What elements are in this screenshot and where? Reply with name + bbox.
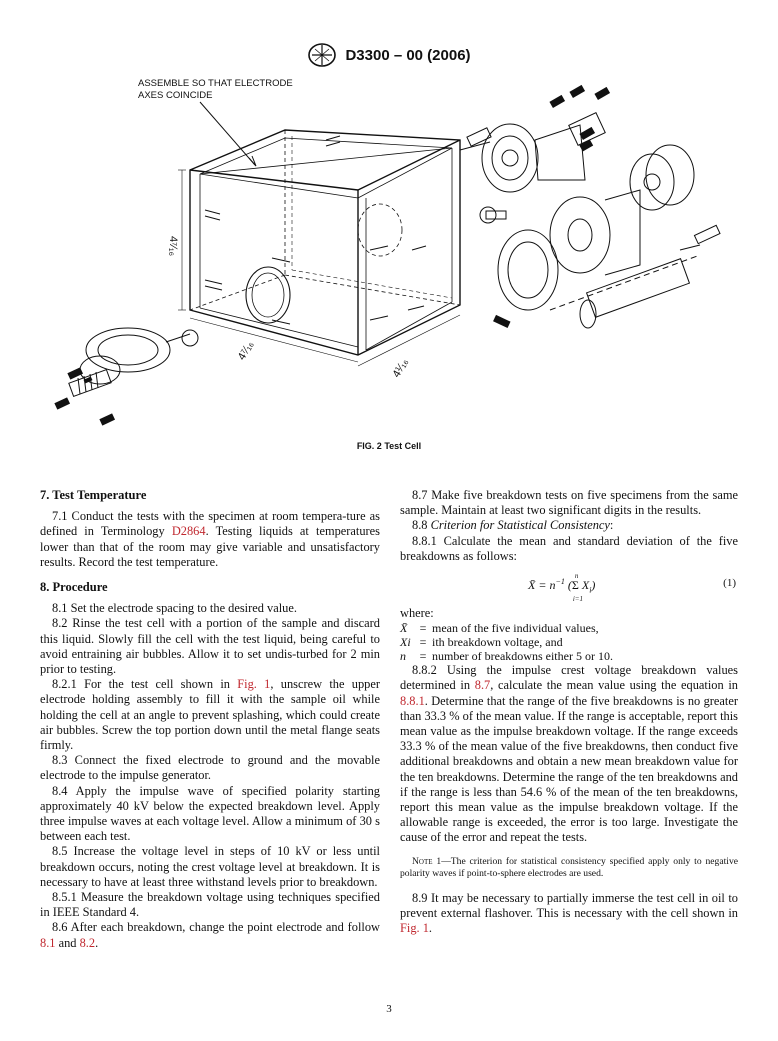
link-8-8-1[interactable]: 8.8.1 <box>400 693 425 708</box>
definition-row: n = number of breakdowns either 5 or 10. <box>400 649 613 664</box>
paragraph-8-1: 8.1 Set the electrode spacing to the desired value. <box>52 601 297 616</box>
lower-electrode-assembly <box>69 328 198 396</box>
equation-number: (1) <box>723 577 736 590</box>
paragraph-8-5-1: 8.5.1 Measure the breakdown voltage using techniques specified in IEEE Standard 4. <box>40 890 380 920</box>
definition-row: X̄ = mean of the five individual values, <box>400 621 599 636</box>
equation-body: X̄ = $n^{-1}$ ( n Σ i=1 $X_i$) <box>528 572 596 604</box>
section-8-heading: 8. Procedure <box>40 580 108 595</box>
page-header <box>0 42 778 68</box>
paragraph-8-2: 8.2 Rinse the test cell with a portion of the sample and discard this liquid. Slowly fill the cell with the test liquid, being careful to avoid entraining air bubbles. Allow it to set undis-turbed for 2 min prior to testing. <box>40 616 380 677</box>
link-fig-1[interactable]: Fig. 1 <box>237 677 271 692</box>
where-label: where: <box>400 606 434 621</box>
equation-1 <box>400 568 738 604</box>
link-d2864[interactable]: D2864 <box>171 524 206 539</box>
paragraph-8-6: 8.6 After each breakdown, change the point electrode and follow 8.1 and 8.2. <box>40 920 380 950</box>
test-cell-cube <box>178 130 460 366</box>
right-column <box>400 488 738 936</box>
figure-caption: FIG. 2 Test Cell <box>356 441 422 451</box>
paragraph-8-2-1: 8.2.1 For the test cell shown in Fig. 1, unscrew the upper electrode holding assembly to fill it with the sample oil while holding the cell at an angle to prevent splashing, which could create air bubbles. Screw the top portion down until the metal flange seats firmly. <box>40 677 381 753</box>
upper-bolts <box>493 85 610 328</box>
note-1: Note 1—The criterion for statistical consistency specified apply only to negative polarity waves if point-to-sphere electrodes are used. <box>400 855 738 880</box>
astm-logo-icon <box>307 42 337 68</box>
dimension-depth-label: 4⁷⁄₁₆ <box>235 339 257 363</box>
figure-annotation-line2: AXES COINCIDE <box>138 90 213 101</box>
paragraph-8-5: 8.5 Increase the voltage level in steps of 10 kV or less until breakdown occurs, noting the crest voltage level at breakdown. It is necessary to have at least three withstand levels prior to breakdown. <box>40 844 380 889</box>
dimension-width-label: 4¹⁄₁₆ <box>390 356 411 380</box>
page-number: 3 <box>386 1003 392 1015</box>
section-7-heading: 7. Test Temperature <box>40 488 147 502</box>
link-8-7[interactable]: 8.7 <box>474 678 491 693</box>
link-8-2[interactable]: 8.2 <box>79 935 96 950</box>
left-column <box>40 488 380 951</box>
link-fig-1-b[interactable]: Fig. 1 <box>400 921 429 936</box>
paragraph-8-9: 8.9 It may be necessary to partially immerse the test cell in oil to prevent external flashover. This is necessary with the cell shown in Fig. 1. <box>400 890 738 936</box>
test-cell-figure <box>40 70 740 430</box>
paragraph-8-8: 8.8 Criterion for Statistical Consistency: <box>412 518 614 533</box>
paragraph-8-4: 8.4 Apply the impulse wave of specified polarity starting approximately 40 kV below the expected breakdown level. Apply three impulse waves at each voltage level. Allow a minimum of 30 s between each test. <box>40 783 380 844</box>
paragraph-8-7: 8.7 Make five breakdown tests on five specimens from the same sample. Maintain at least two significant digits in the results. <box>400 488 738 518</box>
paragraph-8-3: 8.3 Connect the fixed electrode to ground and the movable electrode to the impulse generator. <box>40 753 380 783</box>
variable-definitions <box>400 621 738 663</box>
figure-annotation-line1: ASSEMBLE SO THAT ELECTRODE <box>138 78 293 89</box>
document-designation: D3300 – 00 (2006) <box>345 46 471 64</box>
paragraph-8-8-2: 8.8.2 Using the impulse crest voltage breakdown values determined in 8.7, calculate the mean value using the equation in 8.8.1. Determine that the range of the five breakdowns is no greater than 33.3 % of the mean value. If the range is acceptable, report this mean value as the impulse breakdown voltage. If the range exceeds 33.3 % of the mean value of the five breakdowns, then conduct five additional breakdowns and obtain a new mean breakdown value for the ten breakdowns. Determine the range of the ten breakdowns and if the range is less than 54.6 % of the mean of the ten breakdowns, report this mean value as the impulse breakdown voltage. If the allowable range is exceeded, the error is too large. Investigate the cause of the error and repeat the tests. <box>400 663 738 845</box>
paragraph-7-1: 7.1 Conduct the tests with the specimen at room tempera-ture as defined in Terminology D2864. Testing liquids at temperatures lower than that of the room may give variable and unsatisfactory results. Record the test temperature. <box>40 509 380 569</box>
definition-row: Xi = ith breakdown voltage, and <box>400 635 563 650</box>
link-8-1[interactable]: 8.1 <box>40 935 56 950</box>
dimension-height-label: 4⁷⁄₁₆ <box>167 236 179 257</box>
paragraph-8-8-1: 8.8.1 Calculate the mean and standard deviation of the five breakdowns as follows: <box>400 533 738 563</box>
lower-bolts <box>54 367 115 425</box>
